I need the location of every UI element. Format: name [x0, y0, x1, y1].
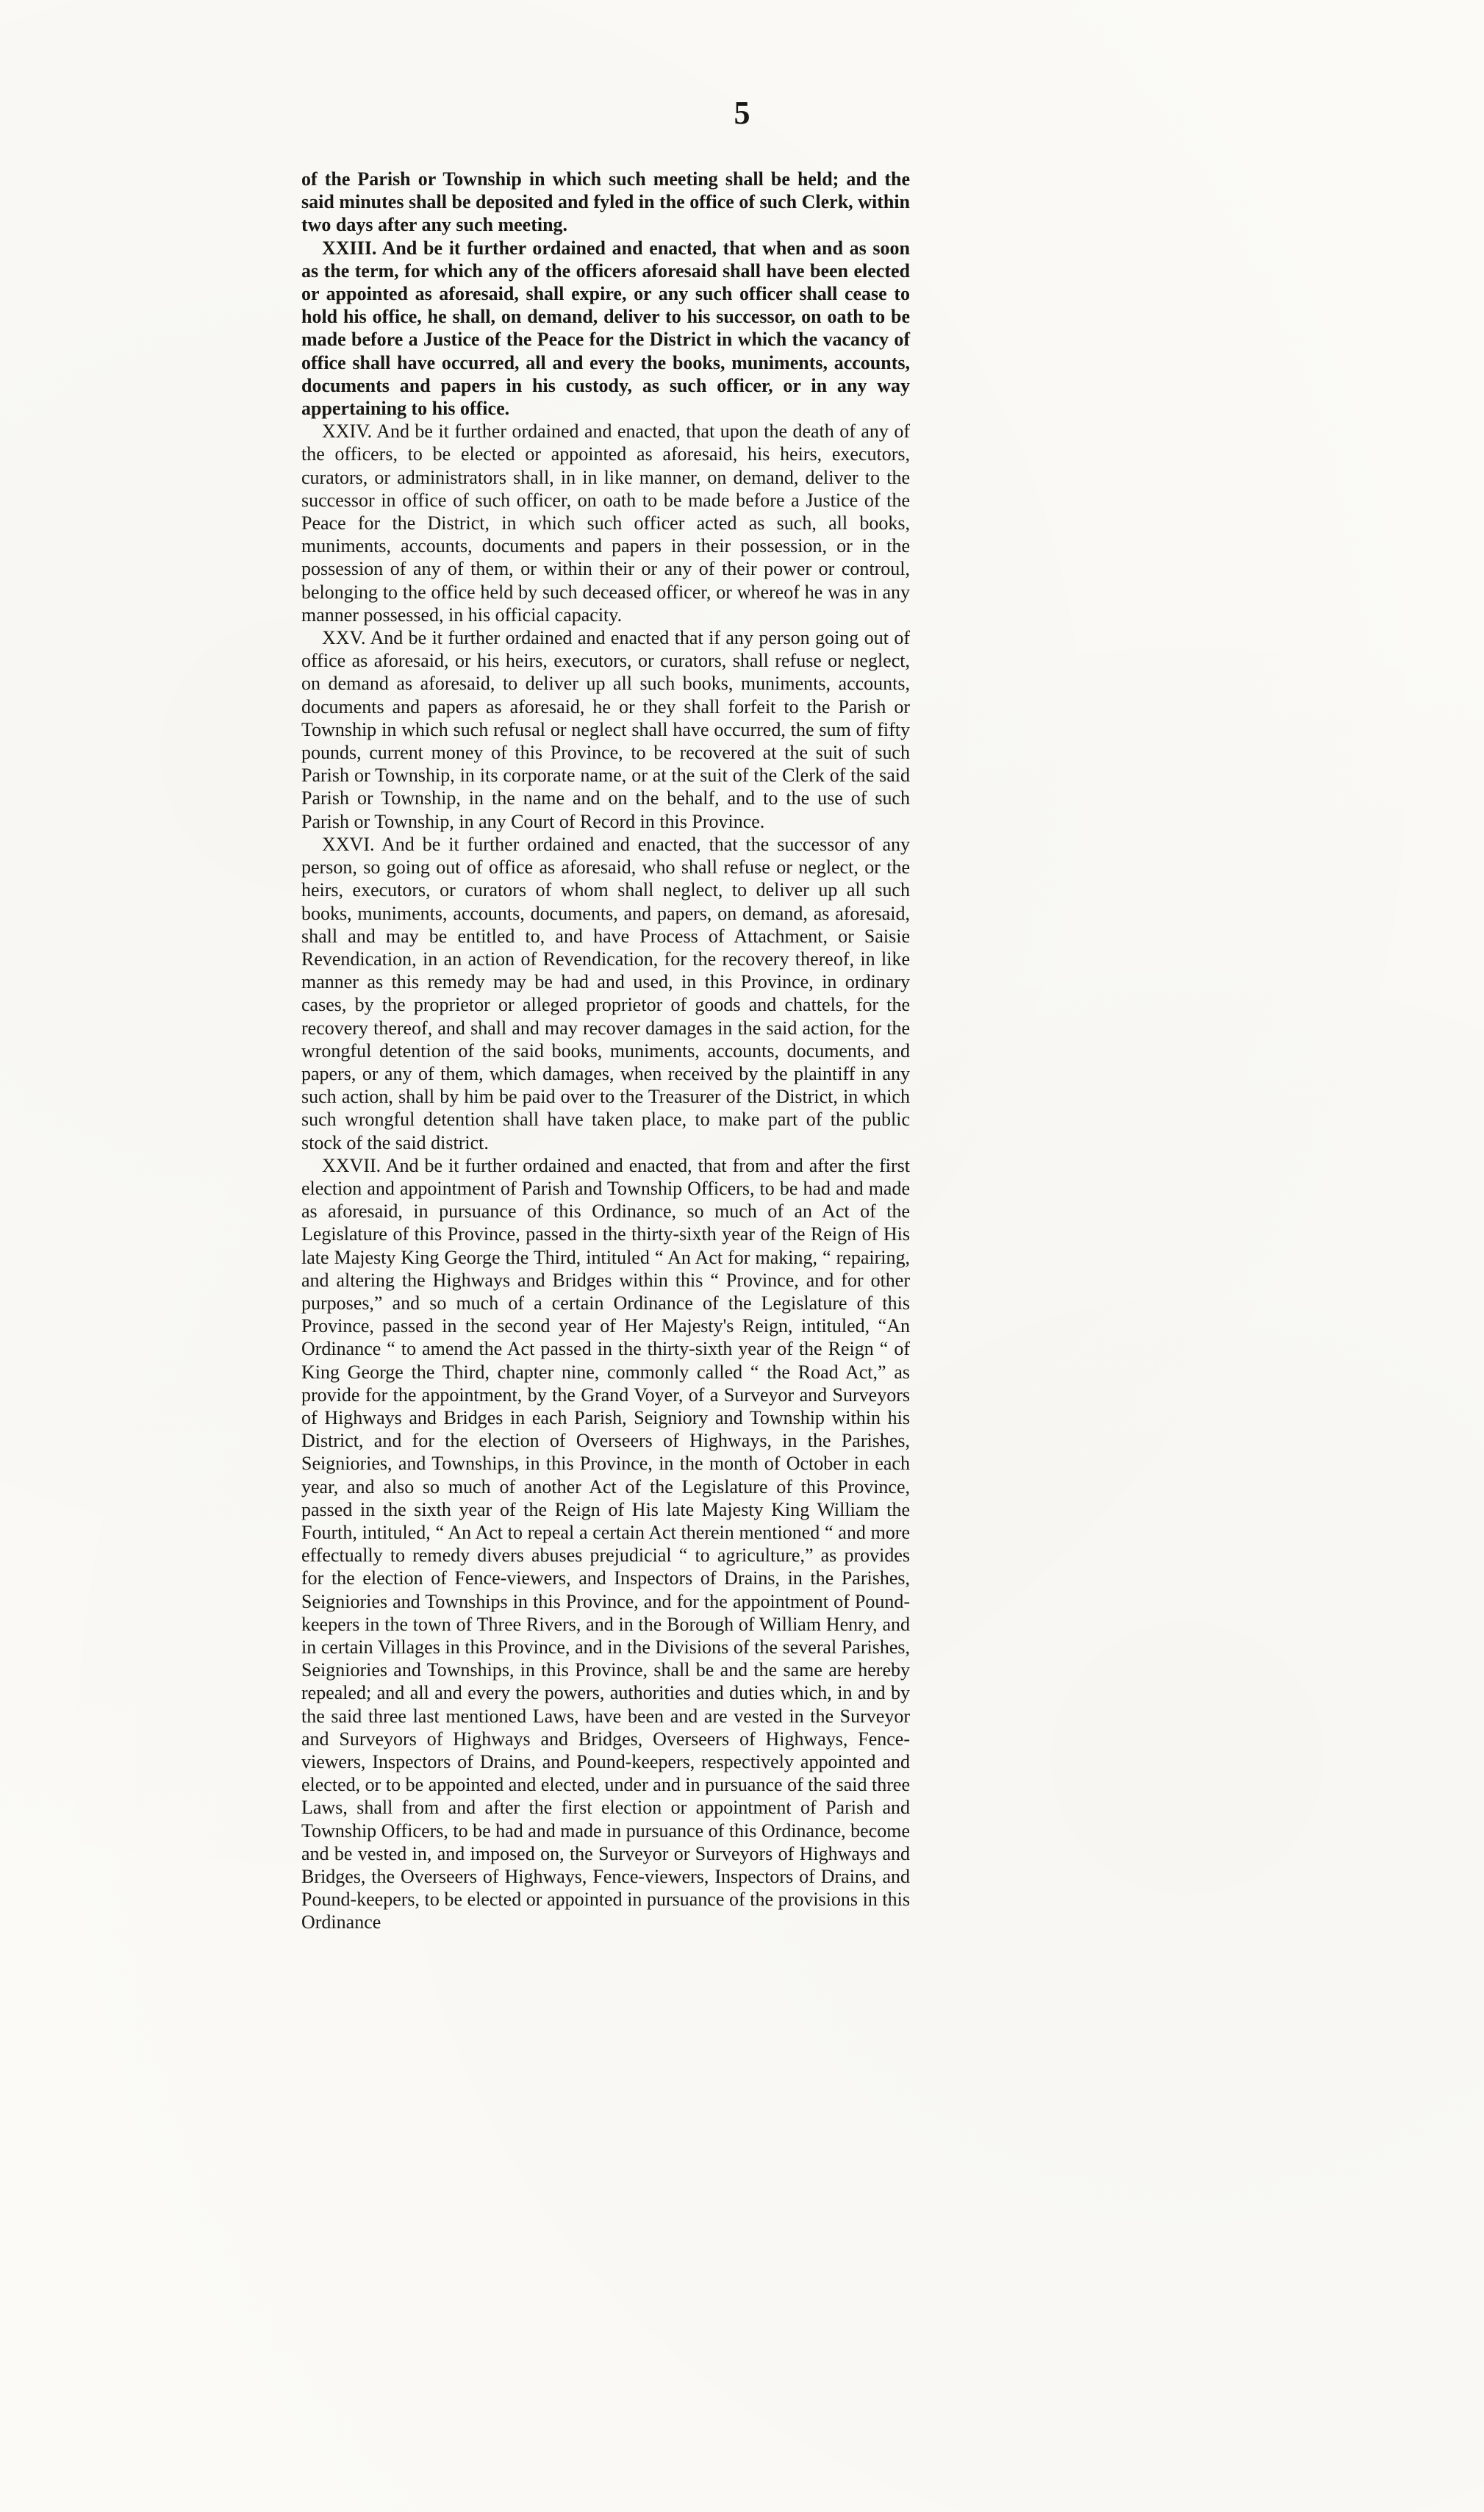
section-xxvi: XXVI. And be it further ordained and enacted, that the successor of any person, so going out of office as aforesaid, who shall refuse or neglect, or the heirs, executors, or curators of whom shall neglect, to deliver up all such books, muniments, accounts, documents, and papers, on demand, as aforesaid, shall and may be entitled to, and have Process of Attachment, or Saisie Revendication, in an action of Revendication, for the recovery thereof, in like manner as this remedy may be had and used, in this Province, in ordinary cases, by the proprietor or alleged proprietor of goods and chattels, for the recovery thereof, and shall and may recover damages in the said action, for the wrongful detention of the said books, muniments, accounts, documents, and papers, or any of them, which damages, when received by the plaintiff in any such action, shall by him be paid over to the Treasurer of the District, in which such wrongful detention shall have taken place, to make part of the public stock of the said district.	[301, 833, 910, 1153]
section-xxiv: XXIV. And be it further ordained and enacted, that upon the death of any of the officers, to be elected or appointed as aforesaid, his heirs, executors, curators, or administrators shall, in in like manner, on demand, deliver to the successor in office of such officer, on oath to be made before a Justice of the Peace for the District, in which such officer acted as such, all books, muniments, accounts, documents and papers in their possession, or in the possession of any of them, or within their or any of their power or controul, belonging to the office held by such deceased officer, or whereof he was in any manner possessed, in his official capacity.	[301, 421, 910, 626]
section-xxvii: XXVII. And be it further ordained and enacted, that from and after the first election and appointment of Parish and Township Officers, to be had and made as aforesaid, in pursuance of this Ordinance, so much of an Act of the Legislature of this Province, passed in the thirty-sixth year of the Reign of His late Majesty King George the Third, intituled “ An Act for making, “ repairing, and altering the Highways and Bridges within this “ Province, and for other purposes,” and so much of a certain Ordinance of the Legislature of this Province, passed in the second year of Her Majesty's Reign, intituled, “An Ordinance “ to amend the Act passed in the thirty-sixth year of the Reign “ of King George the Third, chapter nine, commonly called “ the Road Act,” as provide for the appointment, by the Grand Voyer, of a Surveyor and Surveyors of Highways and Bridges in each Parish, Seigniory and Township within his District, and for the election of Overseers of Highways, in the Parishes, Seigniories, and Townships, in this Province, in the month of October in each year, and also so much of another Act of the Legislature of this Province, passed in the sixth year of the Reign of His late Majesty King William the Fourth, intituled, “ An Act to repeal a certain Act therein mentioned “ and more effectually to remedy divers abuses prejudicial “ to agriculture,” as provides for the election of Fence-viewers, and Inspectors of Drains, in the Parishes, Seigniories and Townships in this Province, and for the appointment of Pound-keepers in the town of Three Rivers, and in the Borough of William Henry, and in certain Villages in this Province, and in the Divisions of the several Parishes, Seigniories and Townships, in this Province, shall be and the same are hereby repealed; and all and every the powers, authorities and duties which, in and by the said three last mentioned Laws, have been and are vested in the Surveyor and Surveyors of Highways and Bridges, Overseers of Highways, Fence-viewers, Inspectors of Drains, and Pound-keepers, respectively appointed and elected, or to be appointed and elected, under and in pursuance of the said three Laws, shall from and after the first election or appointment of Parish and Township Officers, to be had and made in pursuance of this Ordinance, become and be vested in, and imposed on, the Surveyor or Surveyors of Highways and Bridges, the Overseers of Highways, Fence-viewers, Inspectors of Drains, and Pound-keepers, to be elected or appointed in pursuance of the provisions in this Ordinance	[301, 1154, 911, 1933]
text-column	[301, 168, 910, 1934]
paragraph-continuation: of the Parish or Township in which such meeting shall be held; and the said minutes shall be deposited and fyled in the office of such Clerk, within two days after any such meeting.	[301, 168, 910, 236]
section-xxiii: XXIII. And be it further ordained and enacted, that when and as soon as the term, for which any of the officers aforesaid shall have been elected or appointed as aforesaid, shall expire, or any such officer shall cease to hold his office, he shall, on demand, deliver to his successor, on oath to be made before a Justice of the Peace for the District in which the vacancy of office shall have occurred, all and every the books, muniments, accounts, documents and papers in his custody, as such officer, or in any way appertaining to his office.	[301, 237, 910, 420]
page-number: 5	[734, 95, 750, 131]
section-xxv: XXV. And be it further ordained and enacted that if any person going out of office as aforesaid, or his heirs, executors, or curators, shall refuse or neglect, on demand as aforesaid, to deliver up all such books, muniments, accounts, documents and papers as aforesaid, he or they shall forfeit to the Parish or Township in which such refusal or neglect shall have occurred, the sum of fifty pounds, current money of this Province, to be recovered at the suit of such Parish or Township, in its corporate name, or at the suit of the Clerk of the said Parish or Township, in the name and on the behalf, and to the use of such Parish or Township, in any Court of Record in this Province.	[301, 627, 910, 832]
